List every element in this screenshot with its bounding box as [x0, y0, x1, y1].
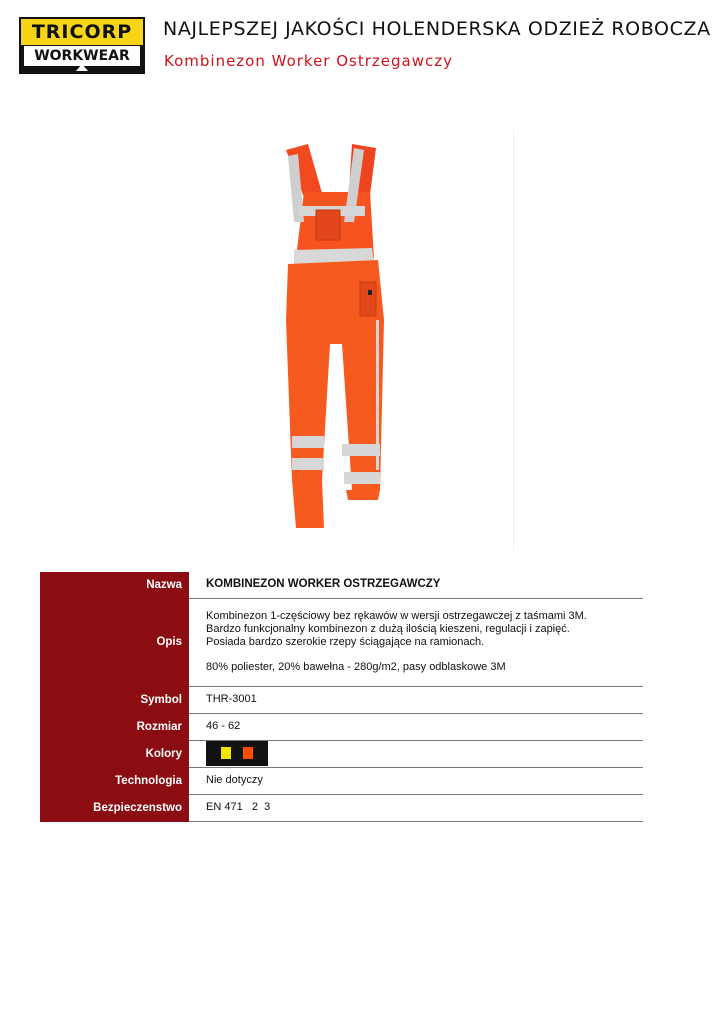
spec-value-technology: Nie dotyczy	[189, 767, 643, 794]
spec-value-colors	[189, 740, 643, 767]
spec-row-name	[40, 572, 643, 598]
spec-label-safety: Bezpieczenstwo	[40, 794, 189, 821]
overalls-illustration	[286, 144, 384, 528]
product-photo-overalls	[264, 130, 524, 555]
description-line: Bardzo funkcjonalny kombinezon z dużą ilością kieszeni, regulacji i zapięć.	[206, 623, 570, 635]
spec-label-colors: Kolory	[40, 740, 189, 767]
spec-value-size: 46 - 62	[189, 713, 643, 740]
page-headline: NAJLEPSZEJ JAKOŚCI HOLENDERSKA ODZIEŻ ROBOCZA	[163, 18, 711, 40]
spec-label-technology: Technologia	[40, 767, 189, 794]
spec-row-description	[40, 598, 643, 686]
product-spec-table	[40, 572, 643, 822]
color-swatch-yellow	[221, 747, 231, 759]
spec-value-safety: EN 471 2 3	[189, 794, 643, 821]
description-line: 80% poliester, 20% bawełna - 280g/m2, pasy odblaskowe 3M	[206, 661, 506, 673]
spec-label-symbol: Symbol	[40, 686, 189, 713]
spec-row-colors	[40, 740, 643, 767]
spec-value-symbol: THR-3001	[189, 686, 643, 713]
page-subtitle: Kombinezon Worker Ostrzegawczy	[164, 52, 453, 70]
spec-row-technology	[40, 767, 643, 794]
spec-value-description	[189, 598, 643, 686]
logo-top-text: TRICORP	[21, 19, 143, 45]
color-swatch-orange	[243, 747, 253, 759]
spec-row-symbol	[40, 686, 643, 713]
spec-row-safety	[40, 794, 643, 821]
spec-label-name: Nazwa	[40, 572, 189, 598]
logo-triangle-icon	[76, 64, 88, 71]
spec-label-size: Rozmiar	[40, 713, 189, 740]
description-spacer	[206, 649, 643, 661]
logo-bottom-text: WORKWEAR	[24, 46, 140, 66]
description-line: Kombinezon 1-częściowy bez rękawów w wersji ostrzegawczej z taśmami 3M.	[206, 610, 587, 622]
spec-row-size	[40, 713, 643, 740]
spec-value-name: KOMBINEZON WORKER OSTRZEGAWCZY	[189, 572, 643, 598]
spec-label-description: Opis	[40, 598, 189, 686]
color-swatches	[206, 741, 268, 766]
description-line: Posiada bardzo szerokie rzepy ściągające na ramionach.	[206, 636, 485, 648]
tricorp-workwear-logo	[19, 17, 145, 74]
